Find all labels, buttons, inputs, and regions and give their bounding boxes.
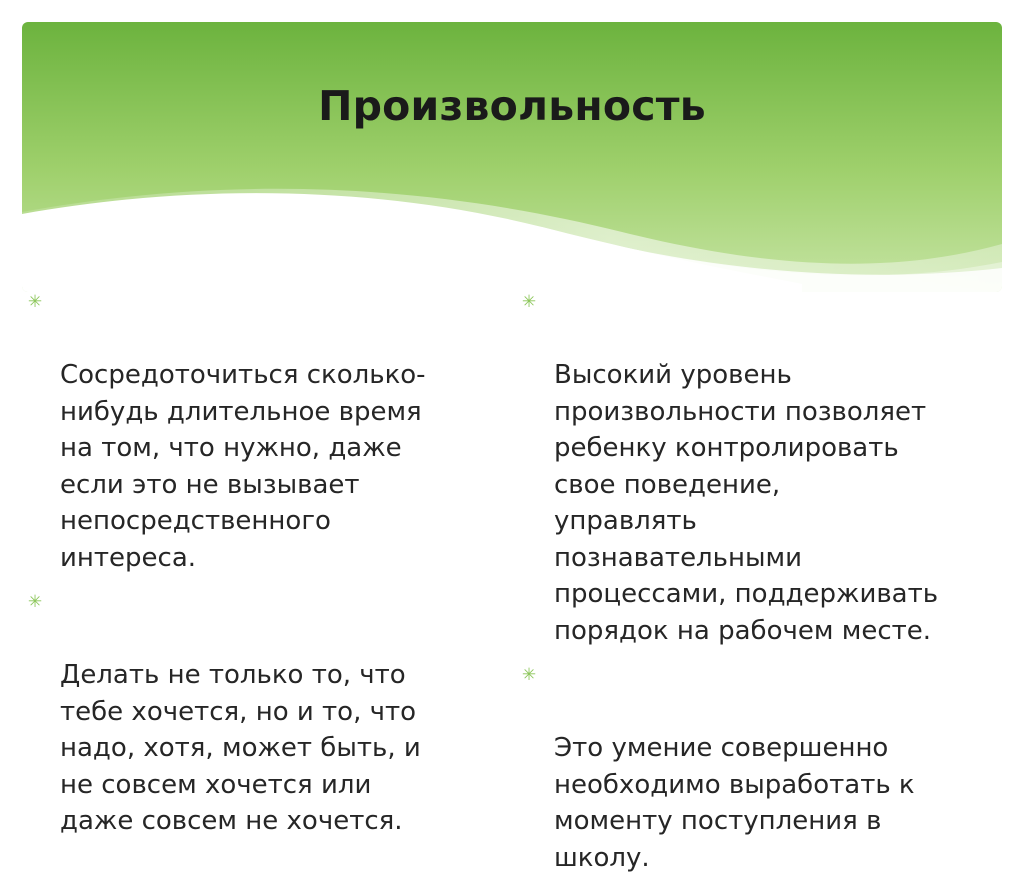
- bullet-text: Сосредоточиться сколько- нибудь длительное время на том, что нужно, даже если это не вызывает непосредственного интереса.: [60, 360, 426, 573]
- bullet-text: Это умение совершенно необходимо выработать к моменту поступления в школу.: [554, 733, 915, 873]
- header-wave-graphic: [22, 22, 1002, 292]
- right-bullet-list: [520, 284, 995, 884]
- left-bullet-list: [26, 284, 476, 848]
- asterisk-bullet-icon: ✳: [521, 292, 537, 312]
- asterisk-bullet-icon: ✳: [27, 292, 43, 312]
- asterisk-bullet-icon: ✳: [27, 592, 43, 612]
- asterisk-bullet-icon: ✳: [521, 665, 537, 685]
- bullet-item: [26, 584, 476, 840]
- bullet-text: Делать не только то, что тебе хочется, но и то, что надо, хотя, может быть, и не совсем хочется или даже совсем не хочется.: [60, 660, 421, 836]
- bullet-text: Высокий уровень произвольности позволяет ребенку контролировать свое поведение, управлять познавательными процессами, поддерживать порядок на рабочем месте.: [554, 360, 939, 646]
- header-band: [22, 22, 1002, 292]
- slide-title: Произвольность: [318, 82, 706, 130]
- bullet-item: [26, 284, 476, 576]
- bullet-item: [520, 284, 995, 649]
